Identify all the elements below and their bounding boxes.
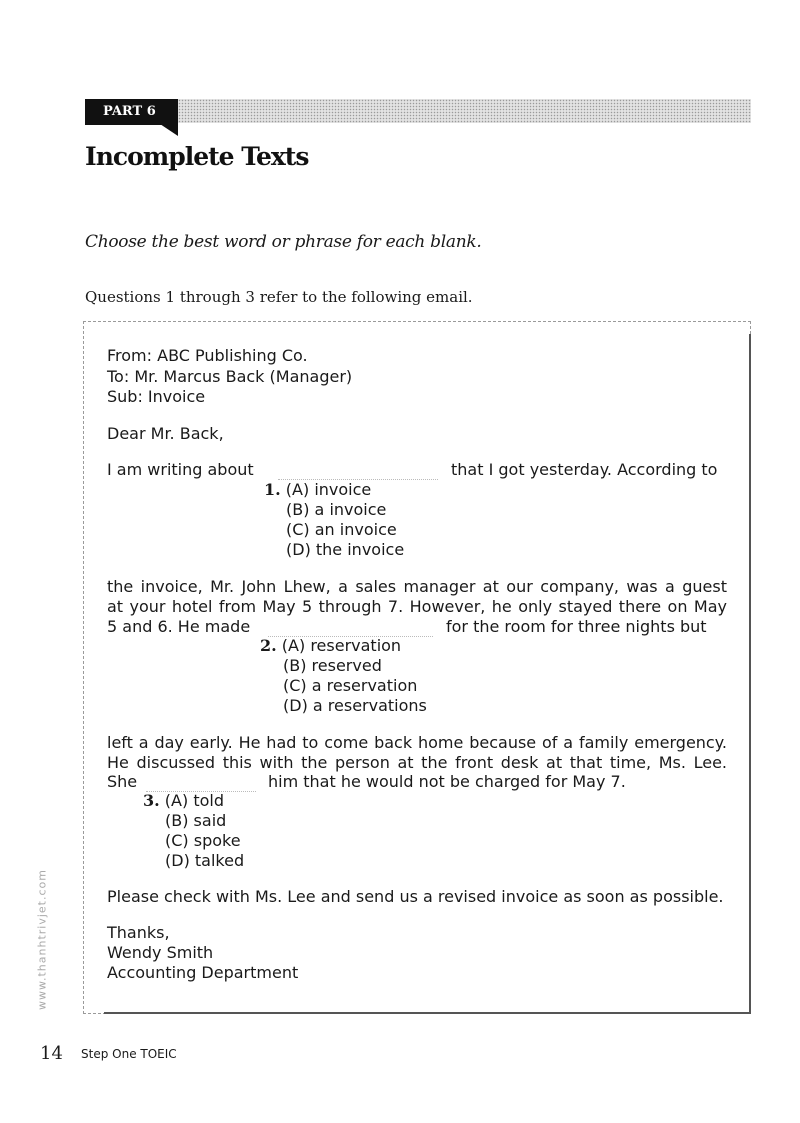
part-label: PART 6 xyxy=(85,99,178,125)
p3-line-1: left a day early. He had to come back home because of a family emergency. xyxy=(107,733,727,752)
p1-text-after: that I got yesterday. According to xyxy=(451,460,718,479)
p2-text-after: for the room for three nights but xyxy=(446,617,707,636)
p2-text-before: 5 and 6. He made xyxy=(107,617,251,636)
question-3-number: 3. xyxy=(143,791,160,810)
p3-line-2: He discussed this with the person at the front desk at that time, Ms. Lee. xyxy=(107,753,727,772)
blank-2 xyxy=(268,617,433,637)
question-3-option-a: 3. (A) told xyxy=(143,791,224,810)
sender-name: Wendy Smith xyxy=(107,943,214,962)
p2-line-2: at your hotel from May 5 through 7. However, he only stayed there on May xyxy=(107,597,727,616)
page-title: Incomplete Texts xyxy=(85,142,309,171)
question-2-option-b: (B) reserved xyxy=(283,656,382,675)
question-2-option-c: (C) a reservation xyxy=(283,676,418,695)
blank-1 xyxy=(278,460,438,480)
book-title: Step One TOEIC xyxy=(81,1047,177,1061)
email-subject: Sub: Invoice xyxy=(107,387,206,406)
p1-text-before: I am writing about xyxy=(107,460,254,479)
closing-request: Please check with Ms. Lee and send us a revised invoice as soon as possible. xyxy=(107,887,724,906)
watermark: www.thanhtrivjet.com xyxy=(35,869,49,1011)
signoff: Thanks, xyxy=(107,923,170,942)
p3-text-after: him that he would not be charged for May 7. xyxy=(268,772,626,791)
question-1-number: 1. xyxy=(264,480,281,499)
instruction-text: Choose the best word or phrase for each blank. xyxy=(85,232,482,252)
email-from: From: ABC Publishing Co. xyxy=(107,346,308,365)
question-2-number: 2. xyxy=(260,636,277,655)
blank-3 xyxy=(146,772,256,792)
p2-line-1: the invoice, Mr. John Lhew, a sales manager at our company, was a guest xyxy=(107,577,727,596)
sender-department: Accounting Department xyxy=(107,963,299,982)
question-3-option-b: (B) said xyxy=(165,811,227,830)
question-1-option-c: (C) an invoice xyxy=(286,520,397,539)
page-number: 14 xyxy=(40,1043,63,1064)
question-2-option-d: (D) a reservations xyxy=(283,696,427,715)
part-tab-notch xyxy=(160,124,178,136)
question-1-option-b: (B) a invoice xyxy=(286,500,387,519)
question-1-option-a: 1. (A) invoice xyxy=(264,480,372,499)
questions-note: Questions 1 through 3 refer to the following email. xyxy=(85,288,473,306)
question-1-option-d: (D) the invoice xyxy=(286,540,405,559)
email-greeting: Dear Mr. Back, xyxy=(107,424,224,443)
question-3-option-d: (D) talked xyxy=(165,851,245,870)
question-3-option-c: (C) spoke xyxy=(165,831,241,850)
p3-text-before: She xyxy=(107,772,138,791)
question-2-option-a: 2. (A) reservation xyxy=(260,636,402,655)
part-header-bar xyxy=(85,99,751,123)
email-to: To: Mr. Marcus Back (Manager) xyxy=(107,367,353,386)
